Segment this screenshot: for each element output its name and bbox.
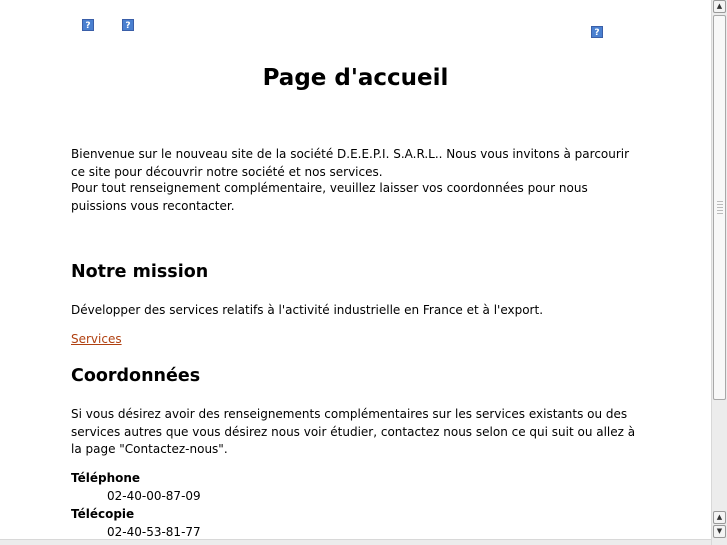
scrollbar-grip-icon: [717, 201, 723, 215]
contact-text: Si vous désirez avoir des renseignements complémentaires sur les services existants ou des services autres que vous désirez nous voir étudier, contactez nous selon ce qui suit ou allez à la page "Contactez-nous".: [71, 407, 636, 456]
mission-heading: Notre mission: [71, 262, 209, 282]
services-link[interactable]: Services: [71, 332, 122, 346]
mission-text: Développer des services relatifs à l'activité industrielle en France et à l'export.: [71, 303, 544, 317]
scroll-up-icon[interactable]: ▲: [713, 511, 726, 524]
scroll-up-icon[interactable]: ▲: [713, 0, 726, 13]
scroll-down-icon[interactable]: ▼: [713, 525, 726, 538]
contact-heading: Coordonnées: [71, 366, 201, 386]
intro-paragraph: Bienvenue sur le nouveau site de la société D.E.E.P.I. S.A.R.L.. Nous vous invitons à parcourir ce site pour découvrir notre société et nos services.: [71, 147, 630, 179]
vertical-scrollbar[interactable]: [711, 0, 727, 545]
page-title: Page d'accueil: [262, 65, 449, 91]
broken-image-icon: ?: [591, 26, 603, 38]
fax-value: 02-40-53-81-77: [107, 525, 201, 539]
fax-label: Télécopie: [71, 507, 135, 521]
broken-image-icon: ?: [122, 19, 134, 31]
phone-label: Téléphone: [71, 471, 141, 485]
horizontal-scrollbar[interactable]: [0, 539, 711, 545]
scrollbar-thumb[interactable]: [713, 15, 726, 400]
intro-paragraph-contact: Pour tout renseignement complémentaire, veuillez laisser vos coordonnées pour nous puissions vous recontacter.: [71, 181, 588, 213]
phone-value: 02-40-00-87-09: [107, 489, 201, 503]
broken-image-icon: ?: [82, 19, 94, 31]
